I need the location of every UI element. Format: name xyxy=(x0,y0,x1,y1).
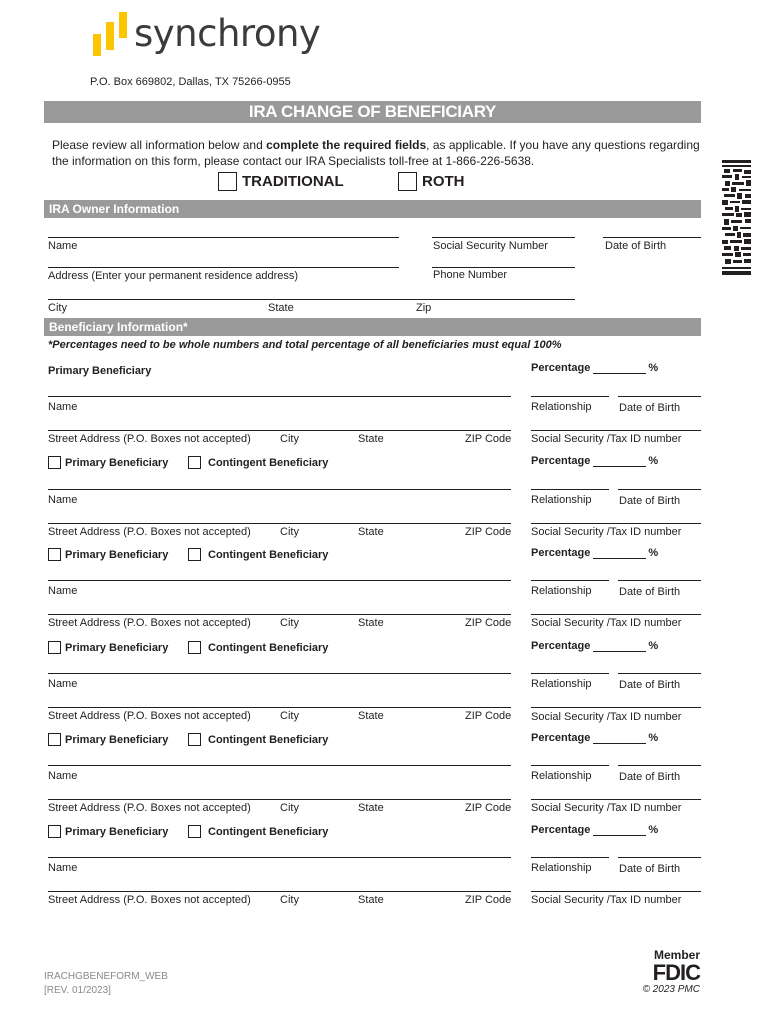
owner-zip-label: Zip xyxy=(416,302,432,314)
dob-field-3[interactable] xyxy=(618,580,701,581)
ssn-label-3: Social Security /Tax ID number xyxy=(531,617,682,629)
zip-label-4: ZIP Code xyxy=(465,710,512,722)
owner-phone-field[interactable] xyxy=(432,267,575,268)
mailing-address: P.O. Box 669802, Dallas, TX 75266-0955 xyxy=(90,76,291,88)
contingent-checkbox-2[interactable] xyxy=(188,456,201,469)
roth-checkbox[interactable] xyxy=(398,172,417,191)
owner-name-field[interactable] xyxy=(48,237,399,238)
ssn-field-3[interactable] xyxy=(531,614,701,615)
relationship-field-1[interactable] xyxy=(531,396,609,397)
street-label-5: Street Address (P.O. Boxes not accepted) xyxy=(48,802,251,814)
name-field-4[interactable] xyxy=(48,673,511,674)
owner-dob-label: Date of Birth xyxy=(605,240,667,252)
roth-option[interactable] xyxy=(398,172,465,191)
primary-checkbox-2[interactable] xyxy=(48,456,61,469)
street-label-4: Street Address (P.O. Boxes not accepted) xyxy=(48,710,251,722)
owner-state-label: State xyxy=(268,302,294,314)
traditional-option[interactable] xyxy=(218,172,344,191)
city-label-3: City xyxy=(280,617,299,629)
dob-field-4[interactable] xyxy=(618,673,701,674)
state-label-2: State xyxy=(358,526,384,538)
street-field-2[interactable] xyxy=(48,523,511,524)
contingent-option-5[interactable]: Contingent Beneficiary xyxy=(188,733,328,746)
relationship-label-6: Relationship xyxy=(531,862,592,874)
relationship-field-4[interactable] xyxy=(531,673,609,674)
primary-option-6[interactable]: Primary Beneficiary xyxy=(48,825,168,838)
zip-label-1: ZIP Code xyxy=(465,433,512,445)
owner-dob-field[interactable] xyxy=(603,237,701,238)
dob-label-5: Date of Birth xyxy=(619,771,681,783)
contingent-checkbox-4[interactable] xyxy=(188,641,201,654)
name-field-5[interactable] xyxy=(48,765,511,766)
contingent-option-3[interactable]: Contingent Beneficiary xyxy=(188,548,328,561)
primary-checkbox-3[interactable] xyxy=(48,548,61,561)
contingent-option-6[interactable]: Contingent Beneficiary xyxy=(188,825,328,838)
dob-field-5[interactable] xyxy=(618,765,701,766)
relationship-field-2[interactable] xyxy=(531,489,609,490)
roth-label: ROTH xyxy=(422,173,465,190)
dob-label-1: Date of Birth xyxy=(619,402,681,414)
name-label-4: Name xyxy=(48,678,78,690)
street-label-3: Street Address (P.O. Boxes not accepted) xyxy=(48,617,251,629)
percentage-field-1[interactable]: Percentage % xyxy=(531,362,659,374)
relationship-label-2: Relationship xyxy=(531,494,592,506)
owner-section-header: IRA Owner Information xyxy=(44,200,701,218)
state-label-4: State xyxy=(358,710,384,722)
relationship-label-1: Relationship xyxy=(531,401,592,413)
name-field-2[interactable] xyxy=(48,489,511,490)
relationship-field-6[interactable] xyxy=(531,857,609,858)
city-label-5: City xyxy=(280,802,299,814)
fdic-badge: Member FDIC © 2023 PMC xyxy=(642,948,700,995)
street-field-6[interactable] xyxy=(48,891,511,892)
zip-label-2: ZIP Code xyxy=(465,526,512,538)
zip-label-6: ZIP Code xyxy=(465,894,512,906)
primary-checkbox-5[interactable] xyxy=(48,733,61,746)
percentage-field-2[interactable]: Percentage % xyxy=(531,455,659,467)
owner-ssn-label: Social Security Number xyxy=(433,240,548,252)
primary-option-2[interactable]: Primary Beneficiary xyxy=(48,456,168,469)
ssn-label-6: Social Security /Tax ID number xyxy=(531,894,682,906)
name-label-2: Name xyxy=(48,494,78,506)
street-label-6: Street Address (P.O. Boxes not accepted) xyxy=(48,894,251,906)
contingent-checkbox-3[interactable] xyxy=(188,548,201,561)
contingent-checkbox-6[interactable] xyxy=(188,825,201,838)
city-label-1: City xyxy=(280,433,299,445)
zip-label-3: ZIP Code xyxy=(465,617,512,629)
ssn-field-1[interactable] xyxy=(531,430,701,431)
traditional-label: TRADITIONAL xyxy=(242,173,344,190)
percentage-field-3[interactable]: Percentage % xyxy=(531,547,659,559)
city-label-4: City xyxy=(280,710,299,722)
name-label-5: Name xyxy=(48,770,78,782)
zip-label-5: ZIP Code xyxy=(465,802,512,814)
street-field-3[interactable] xyxy=(48,614,511,615)
ssn-label-1: Social Security /Tax ID number xyxy=(531,433,682,445)
primary-option-3[interactable]: Primary Beneficiary xyxy=(48,548,168,561)
dob-label-3: Date of Birth xyxy=(619,586,681,598)
dob-label-2: Date of Birth xyxy=(619,495,681,507)
ssn-label-2: Social Security /Tax ID number xyxy=(531,526,682,538)
relationship-field-5[interactable] xyxy=(531,765,609,766)
contingent-option-2[interactable]: Contingent Beneficiary xyxy=(188,456,328,469)
dob-field-1[interactable] xyxy=(618,396,701,397)
ssn-field-6[interactable] xyxy=(531,891,701,892)
city-label-2: City xyxy=(280,526,299,538)
dob-label-6: Date of Birth xyxy=(619,863,681,875)
intro-text: Please review all information below and complete the required fields, as applicable. If you have any questions regarding the information on this form, please contact our IRA Specialists toll-free at 1-866-226-5638. xyxy=(52,138,700,168)
owner-ssn-field[interactable] xyxy=(432,237,575,238)
owner-phone-label: Phone Number xyxy=(433,269,507,281)
contingent-checkbox-5[interactable] xyxy=(188,733,201,746)
primary-option-4[interactable]: Primary Beneficiary xyxy=(48,641,168,654)
percentage-note: *Percentages need to be whole numbers and total percentage of all beneficiaries must equal 100% xyxy=(48,339,562,351)
percentage-field-5[interactable]: Percentage % xyxy=(531,732,659,744)
synchrony-logo-icon xyxy=(93,12,129,58)
street-label-2: Street Address (P.O. Boxes not accepted) xyxy=(48,526,251,538)
name-label-1: Name xyxy=(48,401,78,413)
name-label-3: Name xyxy=(48,585,78,597)
beneficiary-section-header: Beneficiary Information* xyxy=(44,318,701,336)
dob-label-4: Date of Birth xyxy=(619,679,681,691)
owner-city-label: City xyxy=(48,302,67,314)
relationship-label-5: Relationship xyxy=(531,770,592,782)
owner-name-label: Name xyxy=(48,240,78,252)
name-field-1[interactable] xyxy=(48,396,511,397)
form-title: IRA CHANGE OF BENEFICIARY xyxy=(44,101,701,123)
name-field-6[interactable] xyxy=(48,857,511,858)
ssn-label-5: Social Security /Tax ID number xyxy=(531,802,682,814)
percentage-field-4[interactable]: Percentage % xyxy=(531,640,659,652)
ssn-label-4: Social Security /Tax ID number xyxy=(531,711,682,723)
ssn-field-2[interactable] xyxy=(531,523,701,524)
street-field-4[interactable] xyxy=(48,707,511,708)
contingent-option-4[interactable]: Contingent Beneficiary xyxy=(188,641,328,654)
ssn-field-5[interactable] xyxy=(531,799,701,800)
state-label-3: State xyxy=(358,617,384,629)
dob-field-2[interactable] xyxy=(618,489,701,490)
state-label-6: State xyxy=(358,894,384,906)
street-label-1: Street Address (P.O. Boxes not accepted) xyxy=(48,433,251,445)
primary-beneficiary-heading: Primary Beneficiary xyxy=(48,365,152,377)
brand-name: synchrony xyxy=(134,12,321,55)
street-field-1[interactable] xyxy=(48,430,511,431)
owner-address-field[interactable] xyxy=(48,267,399,268)
traditional-checkbox[interactable] xyxy=(218,172,237,191)
form-code: IRACHGBENEFORM_WEB [REV. 01/2023] xyxy=(44,971,168,996)
primary-checkbox-4[interactable] xyxy=(48,641,61,654)
primary-option-5[interactable]: Primary Beneficiary xyxy=(48,733,168,746)
relationship-field-3[interactable] xyxy=(531,580,609,581)
ssn-field-4[interactable] xyxy=(531,707,701,708)
city-label-6: City xyxy=(280,894,299,906)
dob-field-6[interactable] xyxy=(618,857,701,858)
state-label-1: State xyxy=(358,433,384,445)
street-field-5[interactable] xyxy=(48,799,511,800)
state-label-5: State xyxy=(358,802,384,814)
owner-address-label: Address (Enter your permanent residence address) xyxy=(48,270,299,282)
barcode-icon xyxy=(722,160,751,275)
name-label-6: Name xyxy=(48,862,78,874)
relationship-label-3: Relationship xyxy=(531,585,592,597)
relationship-label-4: Relationship xyxy=(531,678,592,690)
owner-city-state-zip-field[interactable] xyxy=(48,299,575,300)
percentage-field-6[interactable]: Percentage % xyxy=(531,824,659,836)
name-field-3[interactable] xyxy=(48,580,511,581)
primary-checkbox-6[interactable] xyxy=(48,825,61,838)
